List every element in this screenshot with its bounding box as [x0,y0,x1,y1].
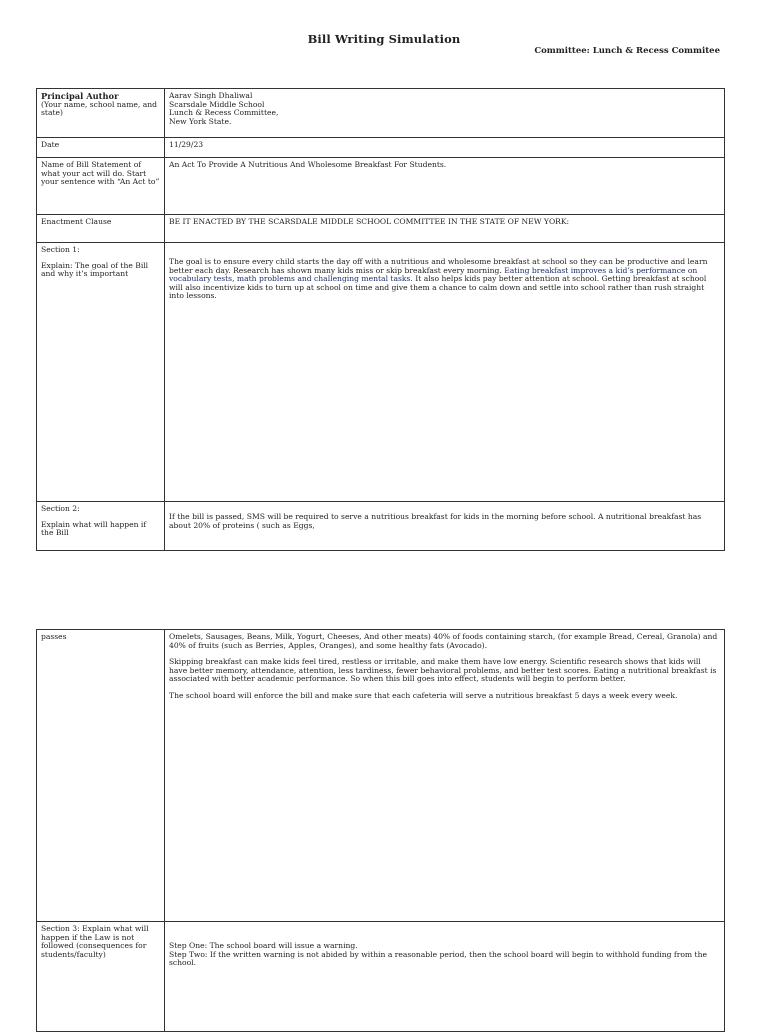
table-row [37,243,725,502]
section-2-heading: Section 2: [41,504,80,513]
committee-name: Committee: Lunch & Recess Commitee [534,46,720,56]
principal-author-note: (Your name, school name, and state) [41,99,158,118]
author-state: New York State. [169,116,232,126]
author-school: Scarsdale Middle School [169,99,265,109]
section-2-note: Explain what will happen if the Bill [41,519,147,538]
section-2-paragraph-1: Omelets, Sausages, Beans, Milk, Yogurt, Cheeses, And other meats) 40% of foods containing starch, (for example Bread, Cereal, Granola) and 40% of fruits (such as Berries, Apples, Oranges), and some healthy fats (Avocado). [169,632,718,650]
date-value: 11/29/23 [165,138,725,158]
section-2-text: If the bill is passed, SMS will be required to serve a nutritious breakfast for kids in the morning before school. A nutritional breakfast has about 20% of proteins ( such as Eggs, [165,502,725,551]
table-row [37,922,725,1032]
section-1-heading: Section 1: [41,245,80,254]
table-row [37,630,725,922]
section-3-label: Section 3: Explain what will happen if the Law is not followed (consequences for students/faculty) [37,922,165,1032]
name-of-bill-value: An Act To Provide A Nutritious And Wholesome Breakfast For Students. [165,158,725,215]
principal-author-label-cell [37,89,165,138]
section-2-continued-label: passes [37,630,165,922]
section-2-paragraph-3: The school board will enforce the bill and make sure that each cafeteria will serve a nutritious breakfast 5 days a week every week. [169,690,678,700]
section-1-text-a: The goal is to ensure every child starts the day off with a nutritious and wholesome breakfast at school so they can be productive and learn better each day. Research has shown many kids miss or skip breakfast every morning. [169,257,708,275]
section-1-label-cell [37,243,165,502]
enactment-clause-value: BE IT ENACTED BY THE SCARSDALE MIDDLE SCHOOL COMMITTEE IN THE STATE OF NEW YORK: [165,215,725,243]
table-row [37,158,725,215]
table-row [37,215,725,243]
section-1-text [165,243,725,502]
section-1-text-highlight: Eating breakfast improves a kid’s performance on vocabulary tests, math problems and challenging mental tasks. [169,265,698,284]
section-3-text [165,922,725,1032]
section-3-step-1: Step One: The school board will issue a warning. [169,941,358,950]
bill-table-page-1 [36,88,725,551]
section-1-note: Explain: The goal of the Bill and why it’s important [41,260,149,279]
author-committee: Lunch & Recess Committee, [169,108,279,118]
table-row [37,138,725,158]
section-3-step-2: Step Two: If the written warning is not abided by within a reasonable period, then the school board will begin to withhold funding from the school. [169,949,707,968]
principal-author-label: Principal Author [41,91,119,101]
enactment-clause-label: Enactment Clause [37,215,165,243]
section-2-label-cell [37,502,165,551]
author-name: Aarav Singh Dhaliwal [169,91,253,100]
table-row [37,502,725,551]
date-label: Date [37,138,165,158]
bill-table-page-2 [36,629,725,1032]
name-of-bill-label: Name of Bill Statement of what your act will do. Start your sentence with “An Act to” [37,158,165,215]
section-1-text-b: It also helps kids pay better attention at school. Getting breakfast at school will also incentivize kids to turn up at school on time and give them a chance to calm down and settle into school rather than rush straight into lessons. [169,274,707,301]
principal-author-value-cell [165,89,725,138]
section-2-paragraph-2: Skipping breakfast can make kids feel tired, restless or irritable, and make them have low energy. Scientific research shows that kids will have better memory, attendance, attention, less tardiness, fewer behavioral problems, and better test scores. Eating a nutritional breakfast is associated with better academic performance. So when this bill goes into effect, students will begin to perform better. [169,657,717,684]
section-2-continued-text [165,630,725,922]
document-title: Bill Writing Simulation [307,32,461,46]
table-row [37,89,725,138]
